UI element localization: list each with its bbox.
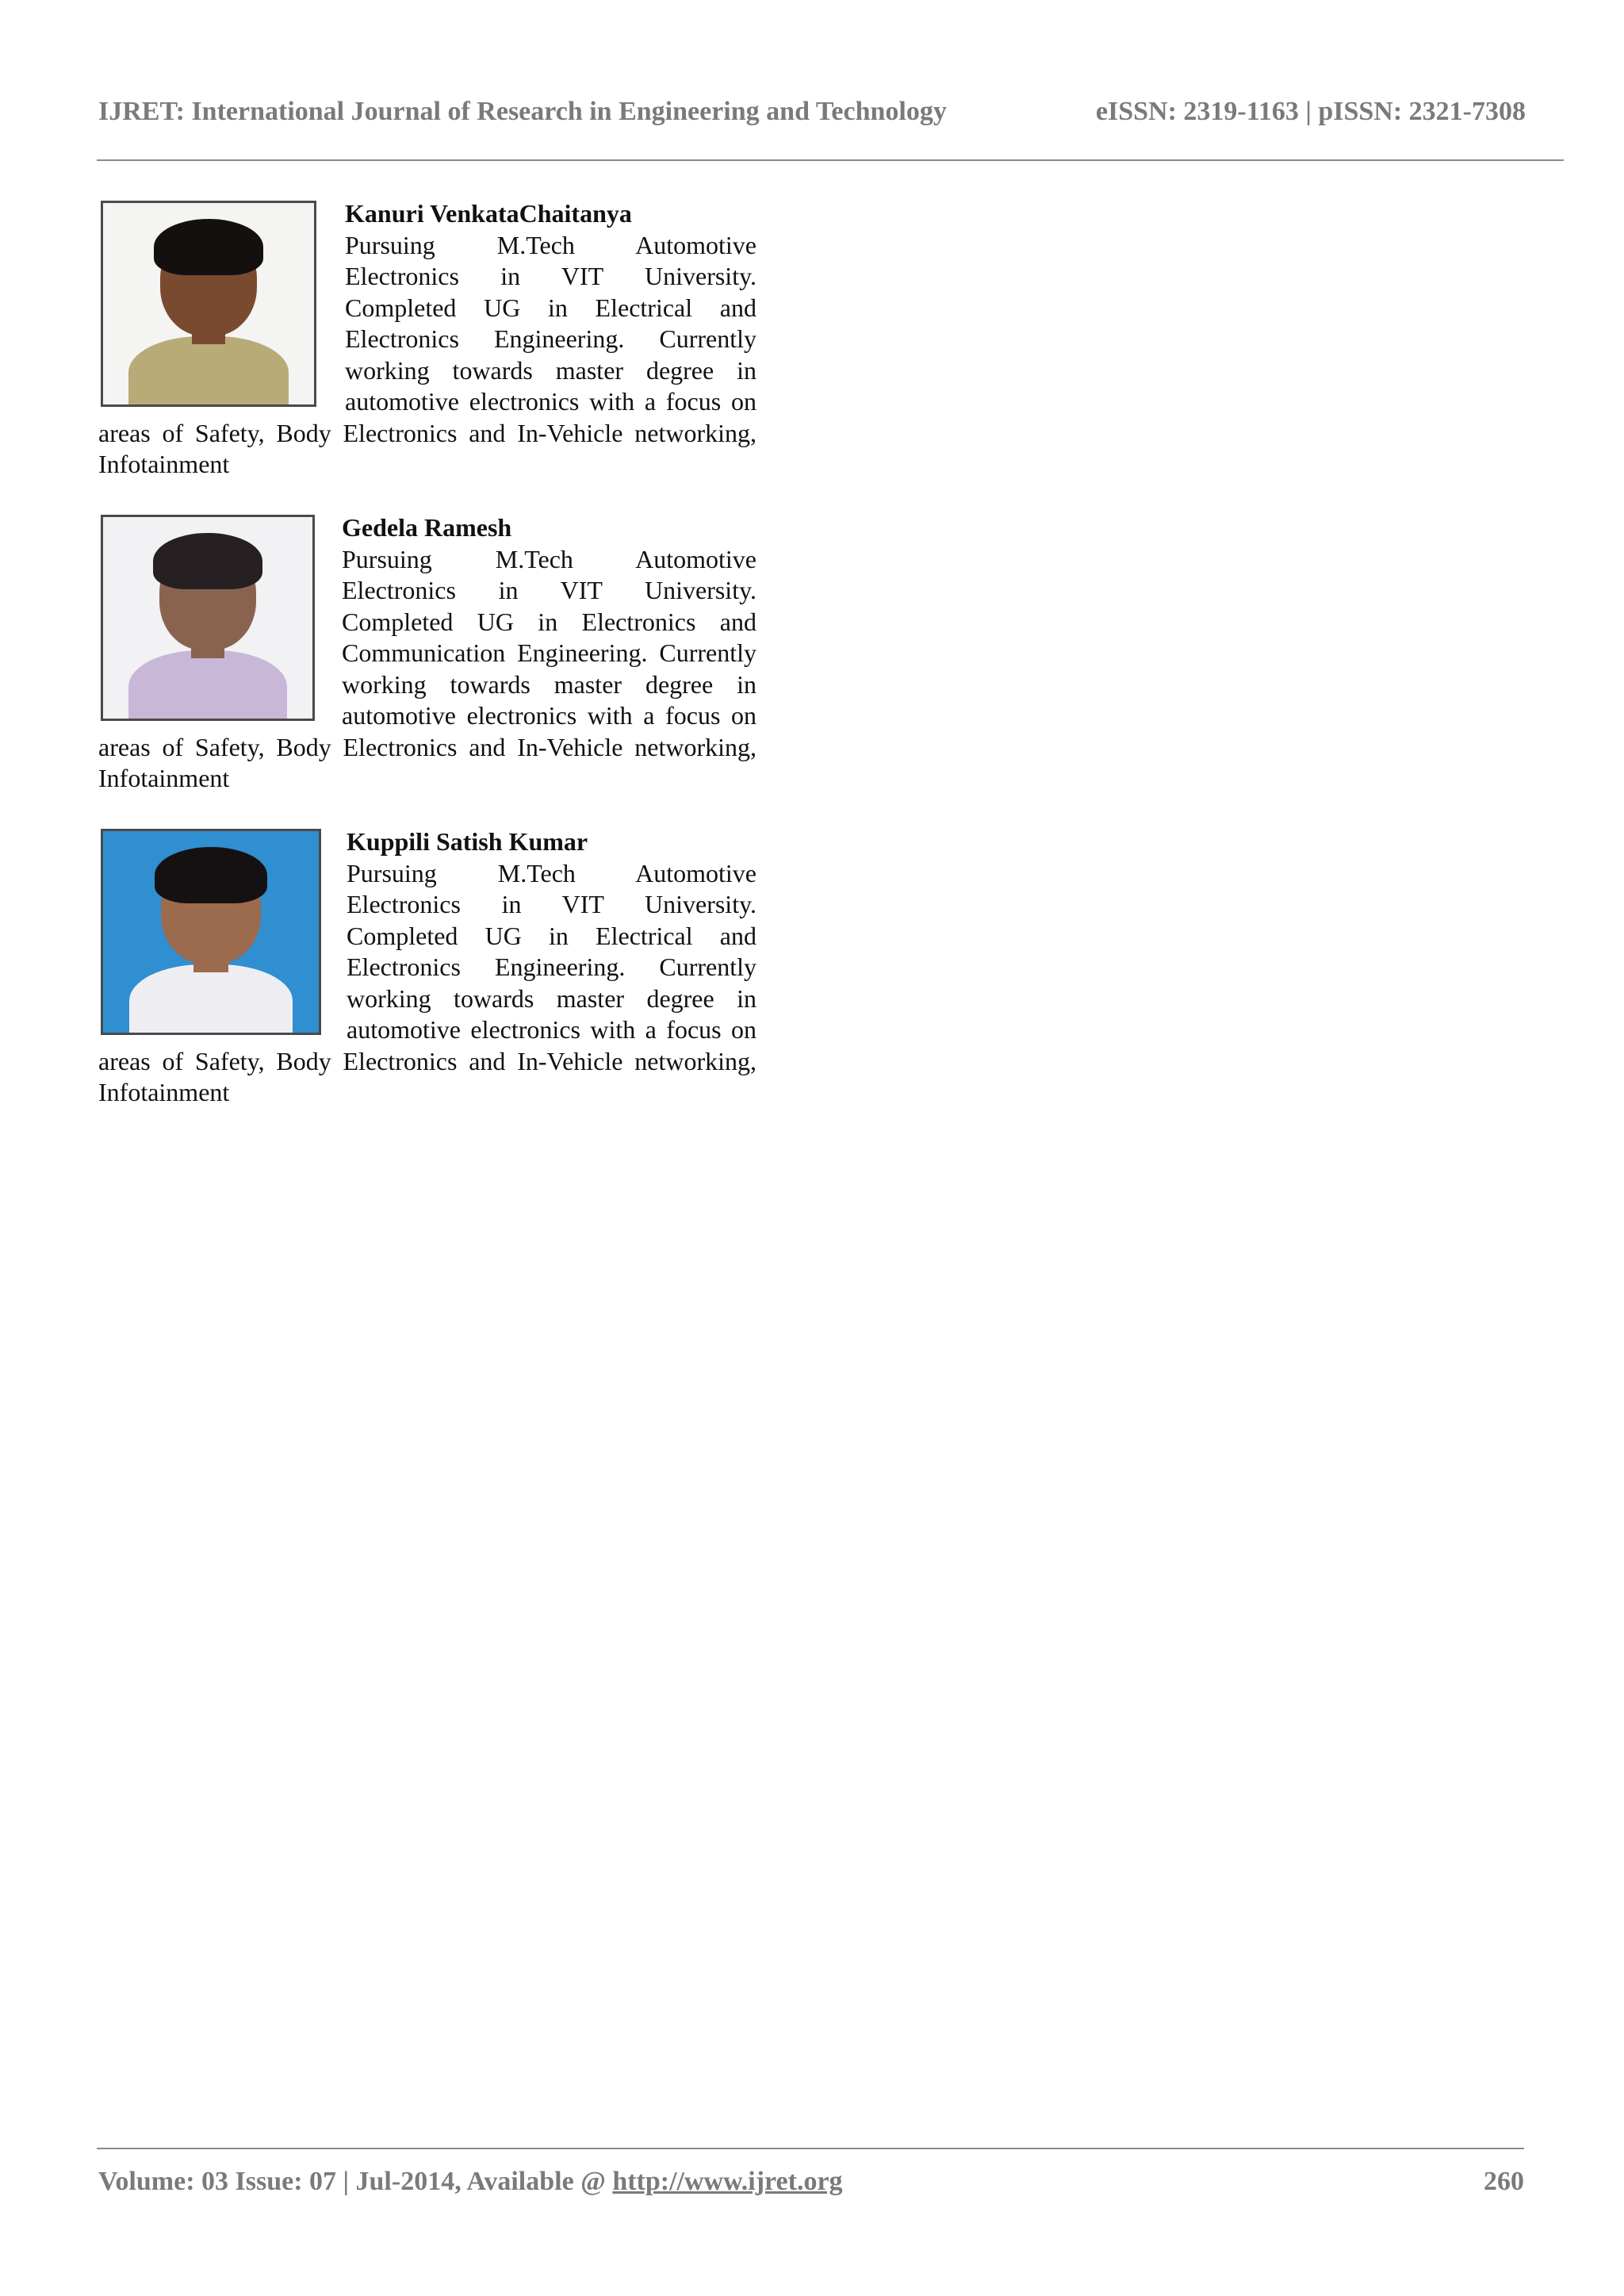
journal-link[interactable]: http://www.ijret.org bbox=[612, 2167, 843, 2196]
page-header bbox=[98, 97, 1526, 127]
author-name-1: Kanuri VenkataChaitanya bbox=[345, 199, 632, 228]
author-bio-3 bbox=[98, 826, 756, 1109]
author-description-2: Pursuing M.Tech Automotive Electronics in VIT University. Completed UG in Electronics and Communication Engineering. Currently working towards master degree in automotive electronics with a focus on areas of Safety, Body Electronics and In-Vehicle networking, Infotainment bbox=[98, 544, 756, 792]
author-photo-1 bbox=[101, 201, 316, 407]
author-name-3: Kuppili Satish Kumar bbox=[347, 827, 588, 856]
photo-hair bbox=[154, 219, 263, 275]
author-description-3: Pursuing M.Tech Automotive Electronics in VIT University. Completed UG in Electrical and Electronics Engineering. Currently working towards master degree in automotive electronics with a focus on areas of Safety, Body Electronics and In-Vehicle networking, Infotainment bbox=[98, 858, 756, 1106]
volume-info: Volume: 03 Issue: 07 | Jul-2014, Available @ bbox=[98, 2167, 613, 2196]
footer-citation bbox=[98, 2167, 843, 2197]
header-divider bbox=[97, 159, 1564, 161]
photo-shirt bbox=[128, 336, 289, 407]
footer-divider bbox=[97, 2148, 1524, 2149]
author-bio-2 bbox=[98, 512, 756, 795]
author-bio-1 bbox=[98, 198, 756, 481]
author-name-2: Gedela Ramesh bbox=[342, 513, 512, 542]
author-photo-2 bbox=[101, 515, 315, 721]
author-description-1: Pursuing M.Tech Automotive Electronics in VIT University. Completed UG in Electrical and Electronics Engineering. Currently working towards master degree in automotive electronics with a focus on areas of Safety, Body Electronics and In-Vehicle networking, Infotainment bbox=[98, 230, 756, 478]
author-photo-3 bbox=[101, 829, 321, 1035]
photo-shirt bbox=[128, 650, 288, 721]
photo-hair bbox=[155, 847, 266, 903]
issn-numbers: eISSN: 2319-1163 | pISSN: 2321-7308 bbox=[1095, 97, 1526, 126]
page-number: 260 bbox=[1484, 2167, 1524, 2196]
page-footer bbox=[98, 2167, 1524, 2197]
journal-title: IJRET: International Journal of Research in Engineering and Technology bbox=[98, 97, 947, 126]
photo-shirt bbox=[129, 964, 293, 1035]
photo-hair bbox=[153, 533, 262, 589]
